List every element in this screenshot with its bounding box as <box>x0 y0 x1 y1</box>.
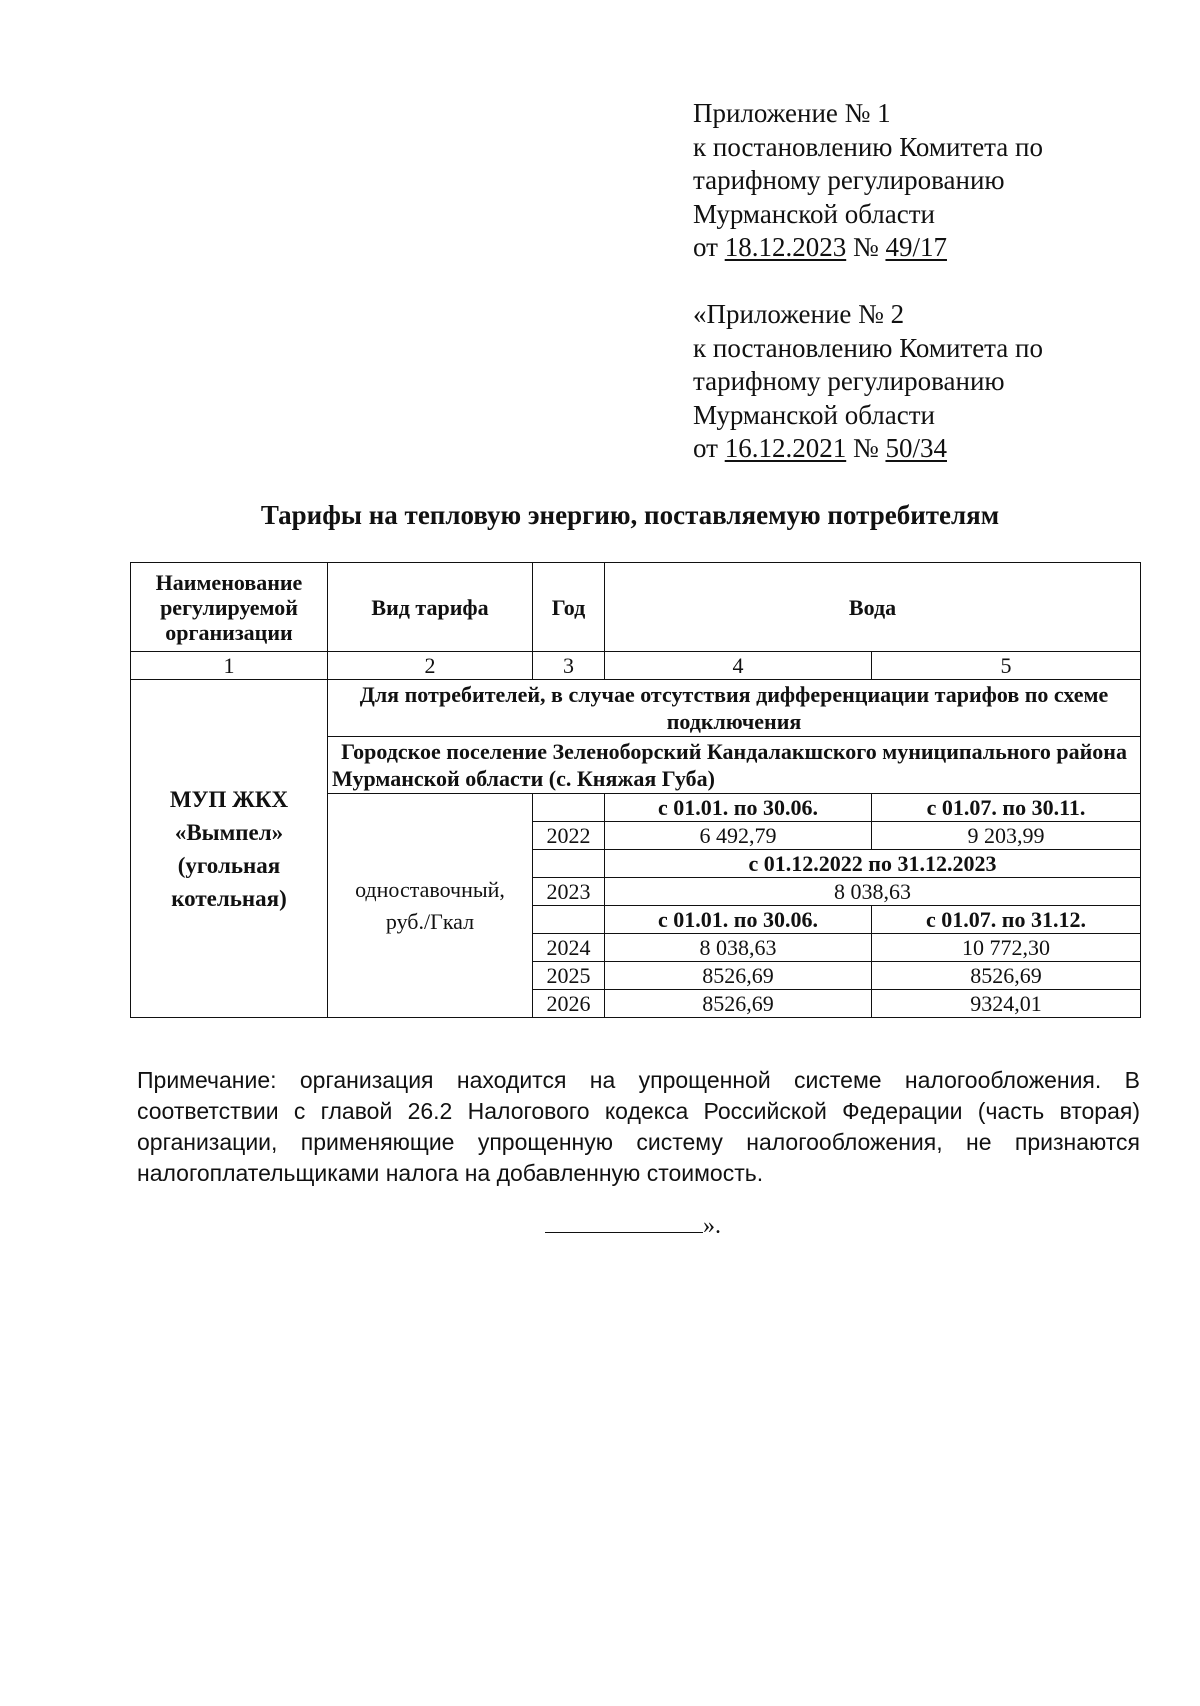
appendix-1-line-4: Мурманской области <box>693 198 935 229</box>
header-year: Год <box>533 563 605 652</box>
appendix-1-header <box>693 97 1043 265</box>
period-cell: с 01.01. по 30.06. <box>605 906 872 934</box>
value-cell: 9324,01 <box>872 990 1141 1018</box>
value-cell: 8526,69 <box>605 962 872 990</box>
value-cell: 8 038,63 <box>605 878 1141 906</box>
column-number: 1 <box>131 652 328 680</box>
value-cell: 9 203,99 <box>872 822 1141 850</box>
appendix-1-line-1: Приложение № 1 <box>693 98 891 128</box>
document-title: Тарифы на тепловую энергию, поставляемую потребителям <box>260 500 1000 530</box>
period-cell: с 01.12.2022 по 31.12.2023 <box>605 850 1141 878</box>
year-cell: 2024 <box>533 934 605 962</box>
table-header-row <box>131 563 1141 652</box>
appendix-2-line-2: к постановлению Комитета по <box>693 332 1043 363</box>
appendix-1-number-prefix: № <box>846 232 886 262</box>
period-cell: с 01.07. по 31.12. <box>872 906 1141 934</box>
period-cell: с 01.07. по 30.11. <box>872 794 1141 822</box>
tariff-kind-cell: одноставочный, руб./Гкал <box>328 794 533 1018</box>
appendix-2-number-prefix: № <box>846 433 886 463</box>
closing-quote: ». <box>703 1213 721 1239</box>
year-cell <box>533 794 605 822</box>
appendix-1-line-3: тарифному регулированию <box>693 165 1005 195</box>
header-tariff-type: Вид тарифа <box>328 563 533 652</box>
group-title: Для потребителей, в случае отсутствия дифференциации тарифов по схеме подключения <box>328 680 1141 737</box>
appendix-2-header <box>693 298 1043 466</box>
appendix-1-date-prefix: от <box>693 232 725 262</box>
year-cell <box>533 850 605 878</box>
year-cell <box>533 906 605 934</box>
appendix-2-line-3: тарифному регулированию <box>693 366 1005 396</box>
appendix-2-line-1: «Приложение № 2 <box>693 299 905 329</box>
appendix-2-number: 50/34 <box>885 433 947 463</box>
header-water: Вода <box>605 563 1141 652</box>
value-cell: 10 772,30 <box>872 934 1141 962</box>
header-org: Наименование регулируемой организации <box>131 563 328 652</box>
column-number: 2 <box>328 652 533 680</box>
year-cell: 2022 <box>533 822 605 850</box>
appendix-2-date: 16.12.2021 <box>724 433 847 463</box>
year-cell: 2026 <box>533 990 605 1018</box>
value-cell: 8526,69 <box>872 962 1141 990</box>
settlement-name: Городское поселение Зеленоборский Кандалакшского муниципального района Мурманской области (с. Княжая Губа) <box>328 737 1141 794</box>
column-number: 5 <box>872 652 1141 680</box>
year-cell: 2023 <box>533 878 605 906</box>
value-cell: 6 492,79 <box>605 822 872 850</box>
column-number: 3 <box>533 652 605 680</box>
column-number: 4 <box>605 652 872 680</box>
appendix-2-date-prefix: от <box>693 433 725 463</box>
appendix-1-date: 18.12.2023 <box>724 232 847 262</box>
value-cell: 8 038,63 <box>605 934 872 962</box>
appendix-2-date-line <box>693 432 1043 466</box>
appendix-1-number: 49/17 <box>885 232 947 262</box>
value-cell: 8526,69 <box>605 990 872 1018</box>
organization-cell: МУП ЖКХ «Вымпел» (угольная котельная) <box>131 680 328 1018</box>
year-cell: 2025 <box>533 962 605 990</box>
appendix-1-date-line <box>693 231 1043 265</box>
period-cell: с 01.01. по 30.06. <box>605 794 872 822</box>
blank-line <box>545 1212 703 1233</box>
tariff-table <box>130 562 1141 1018</box>
column-number-row <box>131 652 1141 680</box>
appendix-1-line-2: к постановлению Комитета по <box>693 131 1043 162</box>
tax-note: Примечание: организация находится на упрощенной системе налогообложения. В соответствии с главой 26.2 Налогового кодекса Российской Федерации (часть вторая) организации, применяющие упрощенную систему налогообложения, не признаются налогоплательщиками налога на добавленную стоимость. <box>137 1067 1140 1186</box>
closing-mark <box>545 1212 721 1240</box>
group-title-row <box>131 680 1141 737</box>
appendix-2-line-4: Мурманской области <box>693 399 935 430</box>
